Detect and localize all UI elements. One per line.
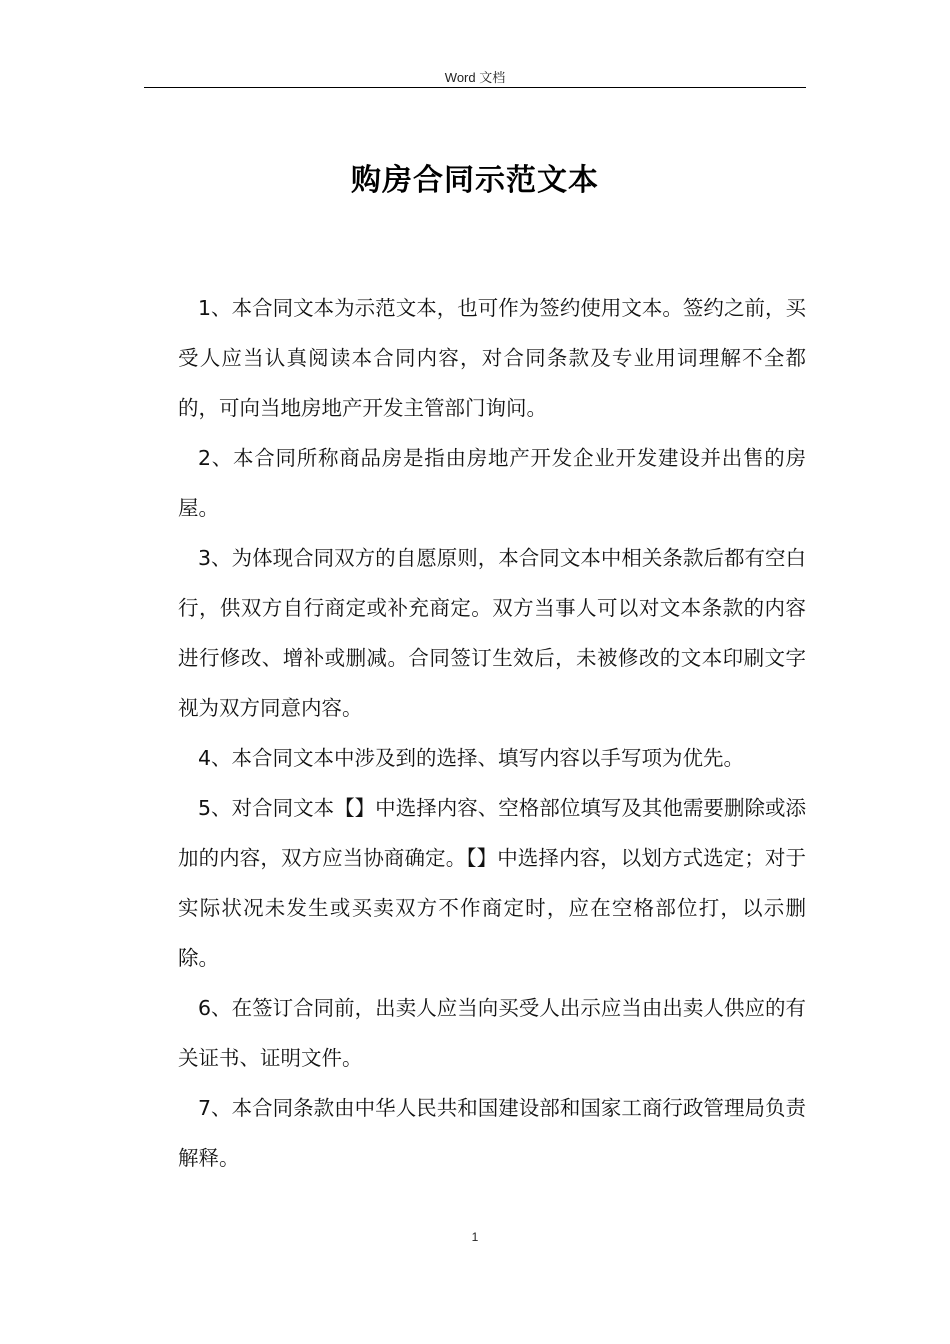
paragraph-7: 7、本合同条款由中华人民共和国建设部和国家工商行政管理局负责解释。 [178,1096,806,1170]
paragraph-6: 6、在签订合同前，出卖人应当向买受人出示应当由出卖人供应的有关证书、证明文件。 [178,996,806,1070]
paragraph-2: 2、本合同所称商品房是指由房地产开发企业开发建设并出售的房屋。 [178,446,806,520]
paragraph-5: 5、对合同文本【】中选择内容、空格部位填写及其他需要删除或添加的内容，双方应当协商确定。【】中选择内容，以划方式选定；对于实际状况未发生或买卖双方不作商定时，应在空格部位打，以示删除。 [178,796,806,970]
document-body [178,283,806,1183]
page-header: Word 文档 [444,70,506,85]
header-divider [144,87,806,88]
paragraph-4: 4、本合同文本中涉及到的选择、填写内容以手写项为优先。 [198,746,745,770]
paragraph-3: 3、为体现合同双方的自愿原则，本合同文本中相关条款后都有空白行，供双方自行商定或补充商定。双方当事人可以对文本条款的内容进行修改、增补或删减。合同签订生效后，未被修改的文本印刷文字视为双方同意内容。 [178,546,806,720]
page-number: 1 [471,1230,479,1244]
document-title: 购房合同示范文本 [351,163,599,198]
paragraph-1: 1、本合同文本为示范文本，也可作为签约使用文本。签约之前，买受人应当认真阅读本合同内容，对合同条款及专业用词理解不全都的，可向当地房地产开发主管部门询问。 [178,296,806,420]
